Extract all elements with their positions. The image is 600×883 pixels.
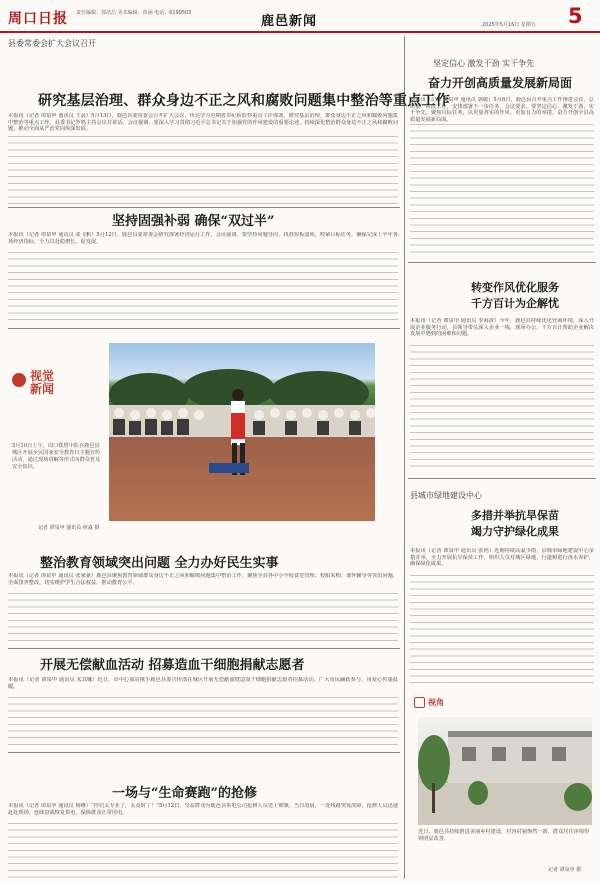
story1-headline: 研究基层治理、群众身边不正之风和腐败问题集中整治等重点工作 bbox=[38, 93, 450, 109]
story2-body: 本报讯（记者 谭泉申 通讯员 张飞帆）5月12日，鹿邑县委常委会研究部署经济运行工作。会议强调，要坚持问题导向，找准短板弱项，咬紧目标任务，确保完成上半年各项经济指标，全力以赴稳增长、促发展。 bbox=[8, 232, 398, 245]
page-number: 5 bbox=[568, 4, 583, 28]
story1-body-columns bbox=[8, 136, 398, 206]
story1-kicker: 县委常委会扩大会议召开 bbox=[8, 39, 96, 48]
right1-headline: 奋力开创高质量发展新局面 bbox=[428, 76, 573, 90]
divider bbox=[8, 328, 400, 329]
story3-headline: 整治教育领域突出问题 全力办好民生实事 bbox=[40, 556, 279, 571]
visual-caption: 5月10日上午，周口铁塔中队在鹿邑县城区开展全民国家安全教育日主题宣传活动，通过现场讲解等形式向群众普及安全知识。 bbox=[12, 443, 101, 470]
right3-kicker: 县城市绿地建设中心 bbox=[410, 491, 482, 500]
story5-body: 本报讯（记者 谭泉申 通讯员 杨继）“你们太专业了，太及时了！”5月12日，受益群众为鹿邑县供电公司抢修人员送上锦旗。当日凌晨，一处线路突发故障，抢修人员迅速赶赴现场，连续奋战恢复供电，保障群众正常用电。 bbox=[8, 803, 398, 816]
photo-tag: 视角 bbox=[428, 698, 444, 707]
divider bbox=[408, 478, 596, 479]
story5-body-columns bbox=[8, 823, 398, 879]
visual-news-label: 视觉 新闻 bbox=[30, 369, 55, 396]
photo2-caption: 近日，鹿邑县持续推进美丽乡村建设，村容村貌焕然一新，群众居住环境得到明显改善。 bbox=[418, 829, 590, 842]
masthead-rule bbox=[0, 31, 600, 33]
newspaper-logo: 周口日报 bbox=[8, 11, 68, 27]
right1-body-columns bbox=[410, 124, 594, 254]
issue-date: 2025年5月16日 星期五 bbox=[482, 22, 536, 28]
right2-body: 本报讯（记者 谭泉申 通讯员 李海波）今年，鹿邑县持续优化营商环境，深入开展企业服务行动，县领导带头深入企业一线，现场办公，千方百计帮助企业解决发展中遇到的困难和问题。 bbox=[410, 318, 594, 338]
right3-body: 本报讯（记者 谭泉申 通讯员 张艳）近期持续高温少雨，县城市绿地建设中心多措并举，全力开展抗旱保苗工作，组织人员对城区绿地、行道树进行浇水养护，确保绿化成果。 bbox=[410, 548, 594, 568]
story2-body-columns bbox=[8, 252, 398, 324]
camera-icon bbox=[12, 373, 26, 387]
right3-body-columns bbox=[410, 575, 594, 685]
divider bbox=[8, 752, 400, 753]
divider bbox=[8, 648, 400, 649]
first-aid-demonstration-photo bbox=[109, 343, 375, 521]
story4-headline: 开展无偿献血活动 招募造血干细胞捐献志愿者 bbox=[40, 658, 305, 673]
right1-kicker: 坚定信心 激发干劲 实干争先 bbox=[433, 59, 535, 68]
photo2-credit: 记者 谭泉申 摄 bbox=[548, 867, 582, 873]
visual-credit: 记者 谭泉申 通讯员 何淼 摄 bbox=[38, 525, 100, 531]
story5-headline: 一场与“生命赛跑”的抢修 bbox=[112, 786, 257, 801]
story3-body: 本报讯（记者 谭泉申 通讯员 张家豪）鹿邑县聚焦教育领域群众身边不正之风和腐败问题集中整治工作，聚焦全县各中小学校食堂管理、校服采购、课外辅导等突出问题，全面排查整改，切实维护学生合法权益，推动教育公平。 bbox=[8, 573, 398, 586]
story1-body: 本报讯（记者 谭泉申 通讯员 王晨）5月13日，鹿邑县委常委会召开扩大会议，传达学习近期省市纪检监察重点工作部署，研究基层治理、群众身边不正之风和腐败问题集中整治等重点工作。县委书记罗鸣主持会议并讲话。会议强调，要深入学习贯彻习近平总书记关于加强党的作风建设的重要论述，持续深化整治群众身边不正之风和腐败问题，推动全面从严治党向纵深发展。 bbox=[8, 113, 398, 133]
divider bbox=[8, 207, 400, 208]
divider bbox=[408, 262, 596, 263]
right3-headline: 多措并举抗旱保苗 竭力守护绿化成果 bbox=[471, 509, 559, 538]
column-divider bbox=[404, 36, 405, 879]
editor-info: 责任编辑：郭培昌 美术编辑：苗涵 电话：6199503 bbox=[76, 10, 192, 16]
story4-body: 本报讯（记者 谭泉申 通讯员 朱其娜）近日，市中心血站携手鹿邑县委宣传部在城区开展无偿献血暨造血干细胞捐献志愿者招募活动，广大市民踊跃参与，用爱心传递温暖。 bbox=[8, 677, 398, 690]
story4-body-columns bbox=[8, 697, 398, 749]
story3-body-columns bbox=[8, 593, 398, 645]
story2-headline: 坚持固强补弱 确保“双过半” bbox=[112, 214, 275, 229]
village-street-photo bbox=[418, 717, 592, 825]
right2-headline: 转变作风优化服务 千方百计为企解忧 bbox=[471, 281, 559, 310]
right2-body-columns bbox=[410, 345, 594, 470]
camera-icon bbox=[414, 697, 425, 708]
right1-body: 本报讯（记者 谭泉申 通讯员 郭敏）5月8日，鹿邑县召开重点工作推进会议，总结前一阶段工作，安排部署下一步任务。会议要求，要坚定信心、激发干劲、实干争先，聚焦目标任务，以更加务实的作风、更加有力的举措，奋力开创全县高质量发展新局面。 bbox=[410, 97, 594, 124]
section-title: 鹿邑新闻 bbox=[261, 14, 318, 29]
